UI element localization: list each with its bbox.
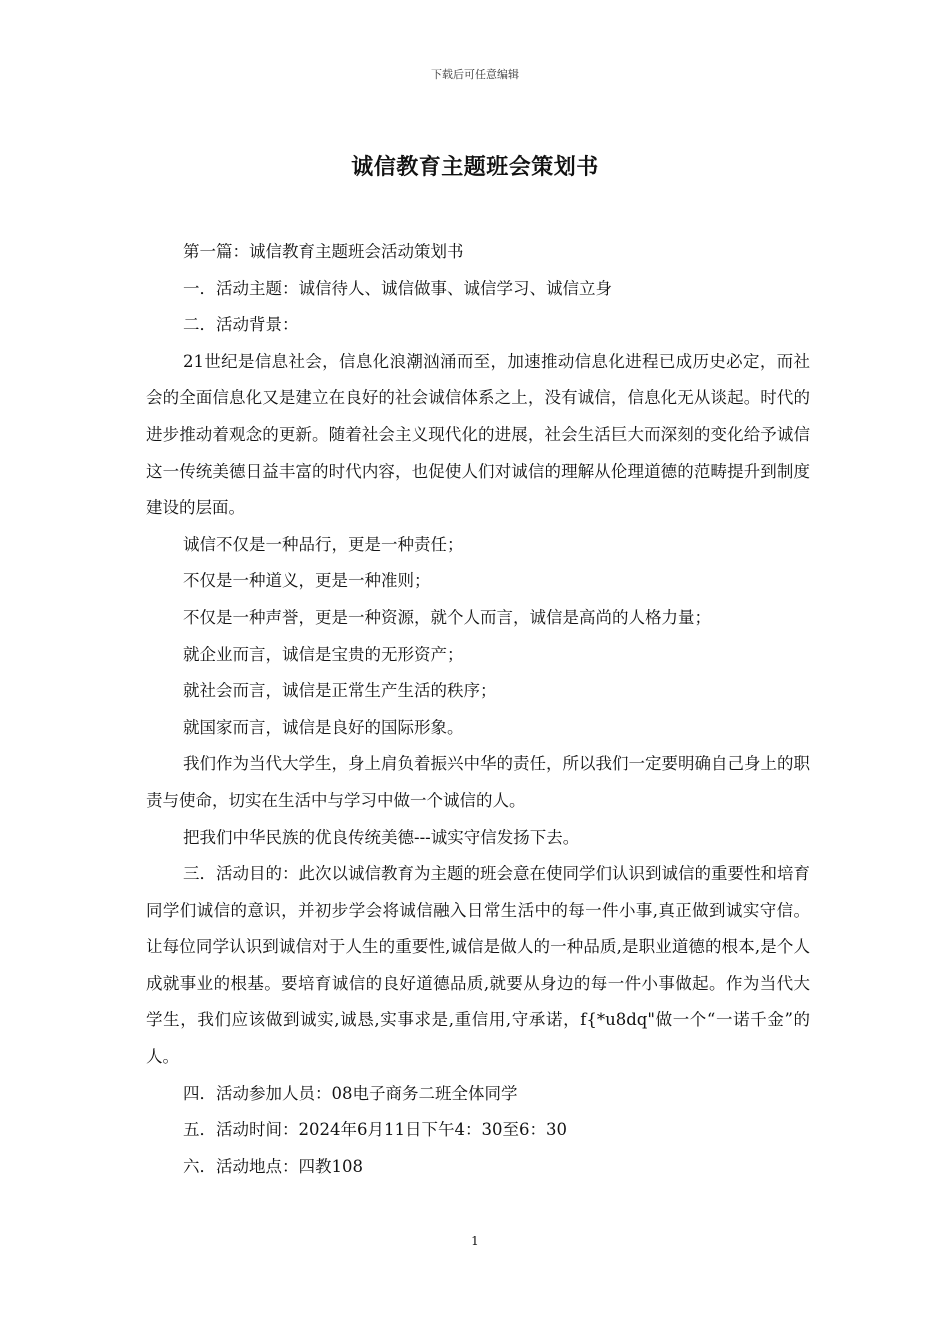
document-body — [146, 234, 810, 1185]
paragraph-time: 五．活动时间：2024年6月11日下午4：30至6：30 — [183, 1120, 567, 1140]
paragraph-location: 六．活动地点：四教108 — [183, 1156, 363, 1176]
paragraph-integrity-line-4: 就企业而言，诚信是宝贵的无形资产； — [183, 644, 464, 664]
paragraph-integrity-line-1: 诚信不仅是一种品行，更是一种责任； — [183, 534, 464, 554]
paragraph-integrity-line-6: 就国家而言，诚信是良好的国际形象。 — [183, 717, 464, 737]
paragraph-theme: 一．活动主题：诚信待人、诚信做事、诚信学习、诚信立身 — [183, 278, 612, 298]
paragraph-background-text: 21世纪是信息社会，信息化浪潮汹涌而至，加速推动信息化进程已成历史必定，而社会的全面信息化又是建立在良好的社会诚信体系之上，没有诚信，信息化无从谈起。时代的进步推动着观念的更新。随着社会主义现代化的进展，社会生活巨大而深刻的变化给予诚信这一传统美德日益丰富的时代内容，也促使人们对诚信的理解从伦理道德的范畴提升到制度建设的层面。 — [146, 351, 810, 518]
page-header-note: 下载后可任意编辑 — [431, 68, 519, 81]
paragraph-participants: 四．活动参加人员：08电子商务二班全体同学 — [183, 1083, 518, 1103]
paragraph-background-heading: 二．活动背景： — [183, 315, 299, 335]
paragraph-integrity-line-5: 就社会而言，诚信是正常生产生活的秩序； — [183, 681, 497, 701]
paragraph-purpose: 三．活动目的：此次以诚信教育为主题的班会意在使同学们认识到诚信的重要性和培育同学们诚信的意识，并初步学会将诚信融入日常生活中的每一件小事,真正做到诚实守信。让每位同学认识到诚信对于人生的重要性,诚信是做人的一种品质,是职业道德的根本,是个人成就事业的根基。要培育诚信的良好道德品质,就要从身边的每一件小事做起。作为当代大学生，我们应该做到诚实,诚恳,实事求是,重信用,守承诺，f{*u8dq"做一个“一诺千金”的人。 — [146, 864, 810, 1067]
document-title: 诚信教育主题班会策划书 — [351, 154, 599, 180]
paragraph-integrity-line-3: 不仅是一种声誉，更是一种资源，就个人而言，诚信是高尚的人格力量； — [183, 607, 711, 627]
paragraph-section-heading: 第一篇：诚信教育主题班会活动策划书 — [183, 242, 464, 261]
page-number: 1 — [471, 1234, 479, 1248]
paragraph-student-duty: 我们作为当代大学生，身上肩负着振兴中华的责任，所以我们一定要明确自己身上的职责与使命，切实在生活中与学习中做一个诚信的人。 — [146, 754, 810, 810]
paragraph-tradition: 把我们中华民族的优良传统美德---诚实守信发扬下去。 — [183, 827, 580, 847]
paragraph-integrity-line-2: 不仅是一种道义，更是一种准则； — [183, 571, 431, 591]
